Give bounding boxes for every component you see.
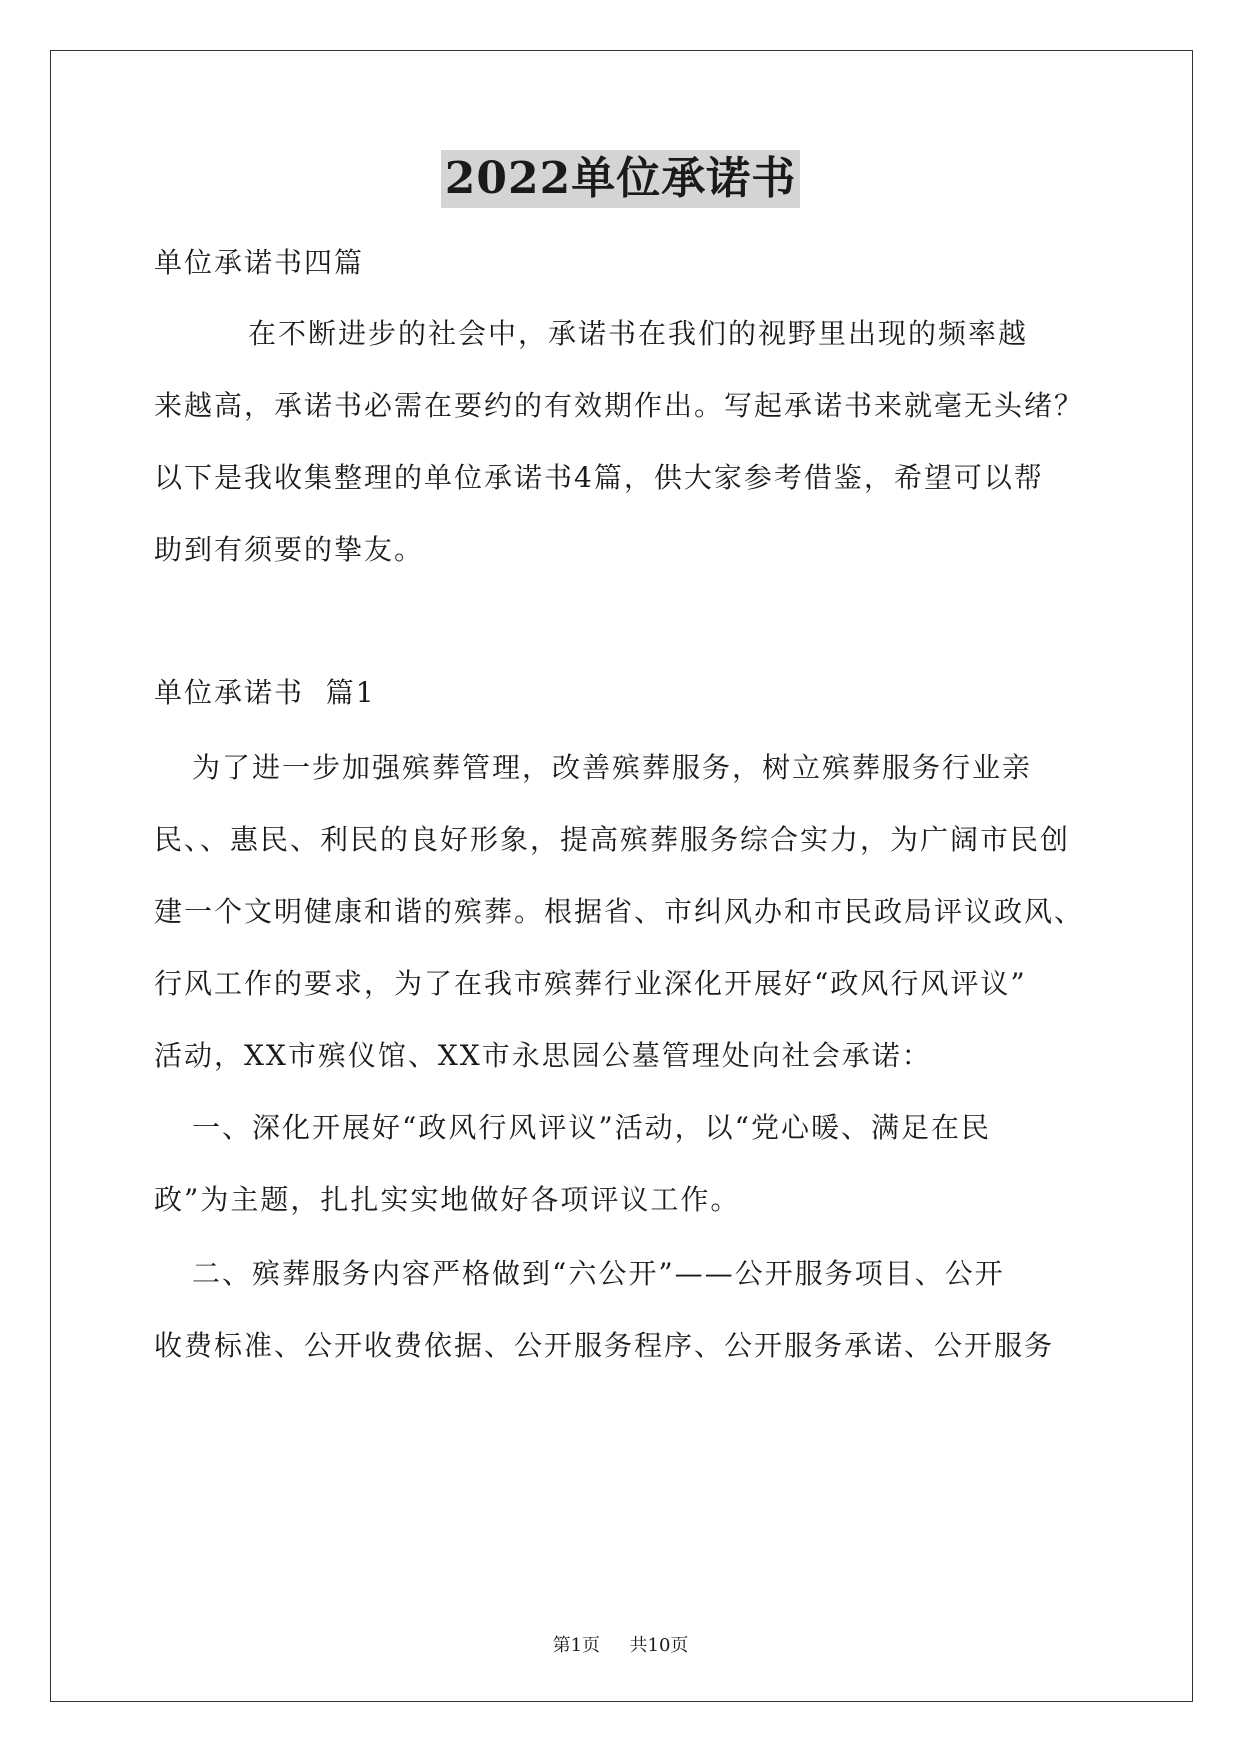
body-line: 二、殡葬服务内容严格做到“六公开”——公开服务项目、公开 [192,1257,1005,1290]
body-line: 民、、惠民、利民的良好形象，提高殡葬服务综合实力，为广阔市民创 [154,823,1071,856]
body-line: 建一个文明健康和谐的殡葬。根据省、市纠风办和市民政局评议政风、 [154,895,1085,928]
total-pages: 共10页 [629,1635,689,1656]
body-line: 收费标准、公开收费依据、公开服务程序、公开服务承诺、公开服务 [154,1329,1055,1362]
current-page: 第1页 [552,1635,601,1656]
page-border [50,50,1193,1702]
intro-line: 助到有须要的挚友。 [154,533,425,566]
intro-line: 在不断进步的社会中，承诺书在我们的视野里出现的频率越 [248,317,1029,350]
section-heading: 单位承诺书 篇1 [154,676,376,709]
title-block [0,150,1241,208]
subtitle: 单位承诺书四篇 [154,246,365,279]
body-line: 为了进一步加强殡葬管理，改善殡葬服务，树立殡葬服务行业亲 [192,751,1033,784]
page-footer [0,1634,1241,1658]
intro-line: 以下是我收集整理的单位承诺书4篇，供大家参考借鉴，希望可以帮 [154,461,1044,494]
intro-line: 来越高，承诺书必需在要约的有效期作出。写起承诺书来就毫无头绪？ [154,389,1085,422]
body-line: 政”为主题，扎扎实实地做好各项评议工作。 [154,1183,741,1216]
body-line: 活动，XX市殡仪馆、XX市永思园公墓管理处向社会承诺： [154,1039,932,1072]
body-line: 一、深化开展好“政风行风评议”活动，以“党心暖、满足在民 [192,1111,991,1144]
body-line: 行风工作的要求，为了在我市殡葬行业深化开展好“政风行风评议” [154,967,1027,1000]
document-title: 2022单位承诺书 [441,150,800,208]
